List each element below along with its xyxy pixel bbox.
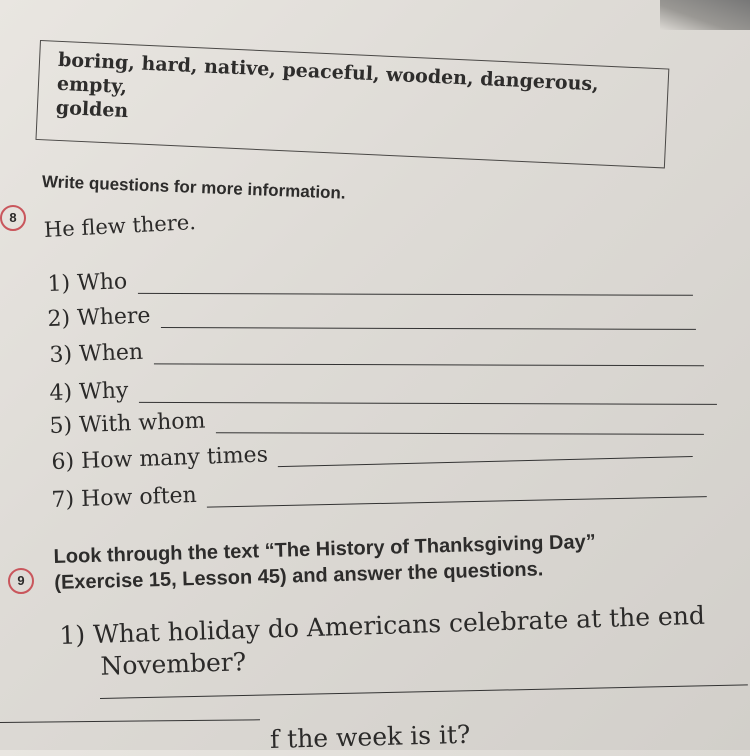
question-1-label: 1) Who [47,269,128,297]
exercise-8-number: 8 [0,205,26,231]
question-7 [51,465,707,513]
question-4-label: 4) Why [49,378,129,406]
question-2-label: 2) Where [47,303,151,332]
exercise-9-question-1-line-2: November? [100,647,247,681]
answer-line-7[interactable] [207,480,707,507]
exercise-9-instruction-line-1: Look through the text “The History of Thanksgiving Day” [53,530,596,569]
word-box-line-1: boring, hard, native, peaceful, wooden, dangerous, empty, [56,48,600,98]
exercise-9-question-1 [59,600,706,684]
word-box-text [55,48,648,147]
question-5-label: 5) With whom [49,408,206,439]
exercise-9-instruction-line-2: (Exercise 15, Lesson 45) and answer the questions. [54,558,544,594]
exercise-9-answer-line-1b[interactable] [0,719,260,723]
question-6-label: 6) How many times [51,442,269,475]
exercise-9-answer-line-1[interactable] [100,684,748,699]
exercise-9-question-2-partial: f the week is it? [269,719,471,754]
answer-line-6[interactable] [278,440,693,467]
exercise-8-instruction: Write questions for more information. [41,172,346,203]
exercise-9-number: 9 [8,568,34,594]
exercise-9-question-1-line-1: 1) What holiday do Americans celebrate at the end [59,600,706,651]
exercise-9-instruction [53,529,597,596]
word-box-line-2: golden [55,96,129,123]
page-corner-shadow [660,0,750,30]
question-3-label: 3) When [49,339,144,368]
question-7-label: 7) How often [51,482,198,513]
word-box [35,40,669,168]
exercise-8-example: He flew there. [43,210,197,242]
